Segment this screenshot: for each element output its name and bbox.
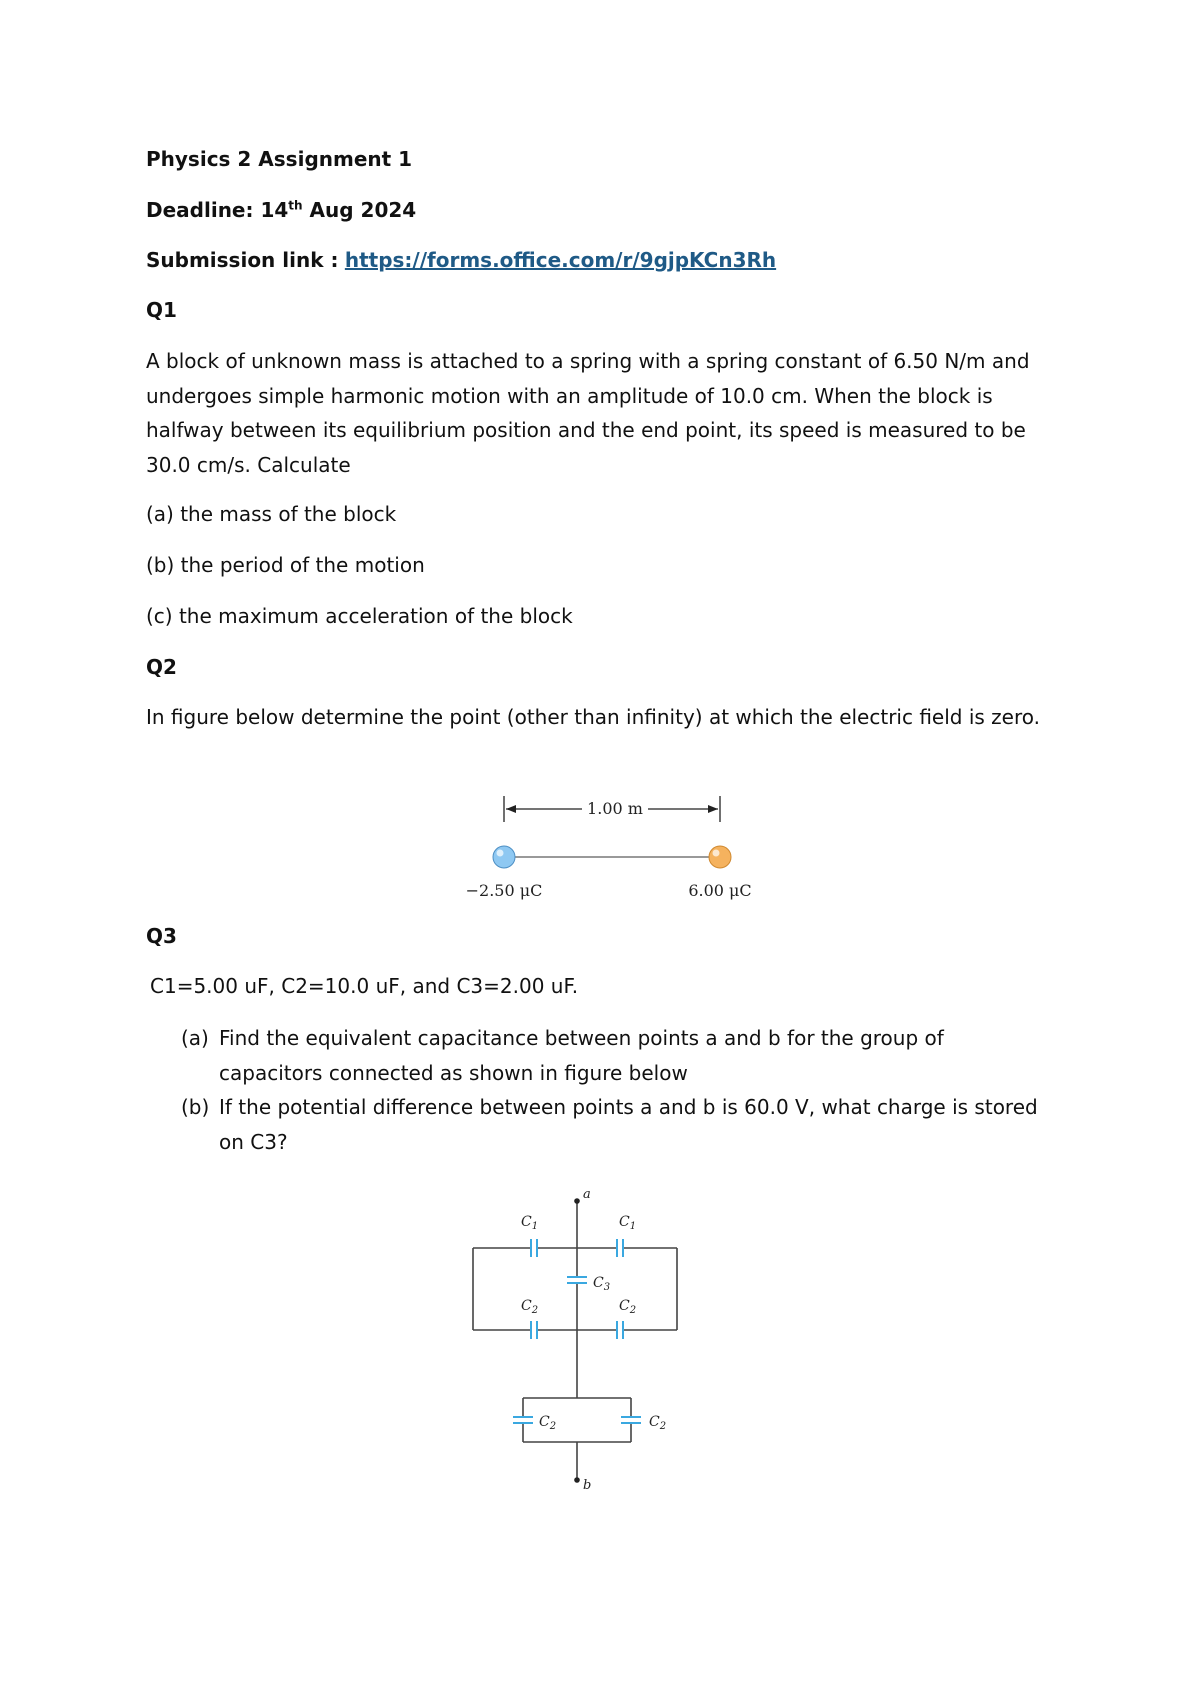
charge-right-highlight <box>713 850 720 857</box>
label-c1-right: $C_1$ <box>619 1214 637 1232</box>
label-c2-left: $C_2$ <box>521 1298 539 1316</box>
submission-link[interactable]: https://forms.office.com/r/9gjpKCn3Rh <box>344 248 777 272</box>
terminal-b <box>574 1477 580 1483</box>
deadline-line <box>146 198 416 222</box>
charge-left-label: −2.50 μC <box>465 881 543 900</box>
charge-right-sphere <box>709 846 731 868</box>
terminal-a <box>574 1198 580 1204</box>
label-c2-right: $C_2$ <box>619 1298 637 1316</box>
q1-part-a: (a) the mass of the block <box>146 502 397 526</box>
q1-body: A block of unknown mass is attached to a spring with a spring constant of 6.50 N/m and undergoes simple harmonic motion with an amplitude of 10.0 cm. When the block is halfway between its equilibrium position and the end point, its speed is measured to be 30.0 cm/s. Calculate <box>146 349 1030 477</box>
dimension-arrow-left <box>506 805 516 813</box>
q3-part-b-text: If the potential difference between points a and b is 60.0 V, what charge is stored on C3? <box>219 1095 1038 1154</box>
charges-figure <box>450 792 770 902</box>
deadline-sup: th <box>288 198 303 213</box>
terminal-b-label: b <box>583 1478 592 1493</box>
q3-part-b <box>181 1090 1061 1160</box>
q3-part-a <box>181 1021 1061 1091</box>
circuit-wires <box>473 1202 677 1480</box>
label-c1-left: $C_1$ <box>521 1214 539 1232</box>
deadline-label: Deadline: 14 <box>146 198 289 222</box>
charge-left-sphere <box>493 846 515 868</box>
q2-heading: Q2 <box>146 655 177 679</box>
capacitor-circuit-figure <box>455 1180 705 1500</box>
q1-heading: Q1 <box>146 298 177 322</box>
q3-part-b-label: (b) <box>181 1095 210 1119</box>
label-c3: $C_3$ <box>593 1275 611 1293</box>
q1-part-b: (b) the period of the motion <box>146 553 425 577</box>
charge-right-label: 6.00 μC <box>688 881 752 900</box>
document-title: Physics 2 Assignment 1 <box>146 147 413 171</box>
submission-label: Submission link : <box>146 248 339 272</box>
dimension-arrow-right <box>708 805 718 813</box>
label-c2-lower-left: $C_2$ <box>539 1414 557 1432</box>
deadline-date: Aug 2024 <box>302 198 417 222</box>
q3-part-a-label: (a) <box>181 1026 209 1050</box>
submission-line <box>146 248 776 272</box>
q2-body: In figure below determine the point (other than infinity) at which the electric field is zero. <box>146 705 1041 729</box>
charge-left-highlight <box>497 850 504 857</box>
distance-label: 1.00 m <box>587 799 643 818</box>
terminal-a-label: a <box>583 1187 591 1202</box>
q3-given: C1=5.00 uF, C2=10.0 uF, and C3=2.00 uF. <box>150 974 579 998</box>
label-c2-lower-right: $C_2$ <box>649 1414 667 1432</box>
q1-part-c: (c) the maximum acceleration of the block <box>146 604 573 628</box>
q3-part-a-text: Find the equivalent capacitance between points a and b for the group of capacitors connected as shown in figure below <box>219 1026 944 1085</box>
q3-heading: Q3 <box>146 924 177 948</box>
